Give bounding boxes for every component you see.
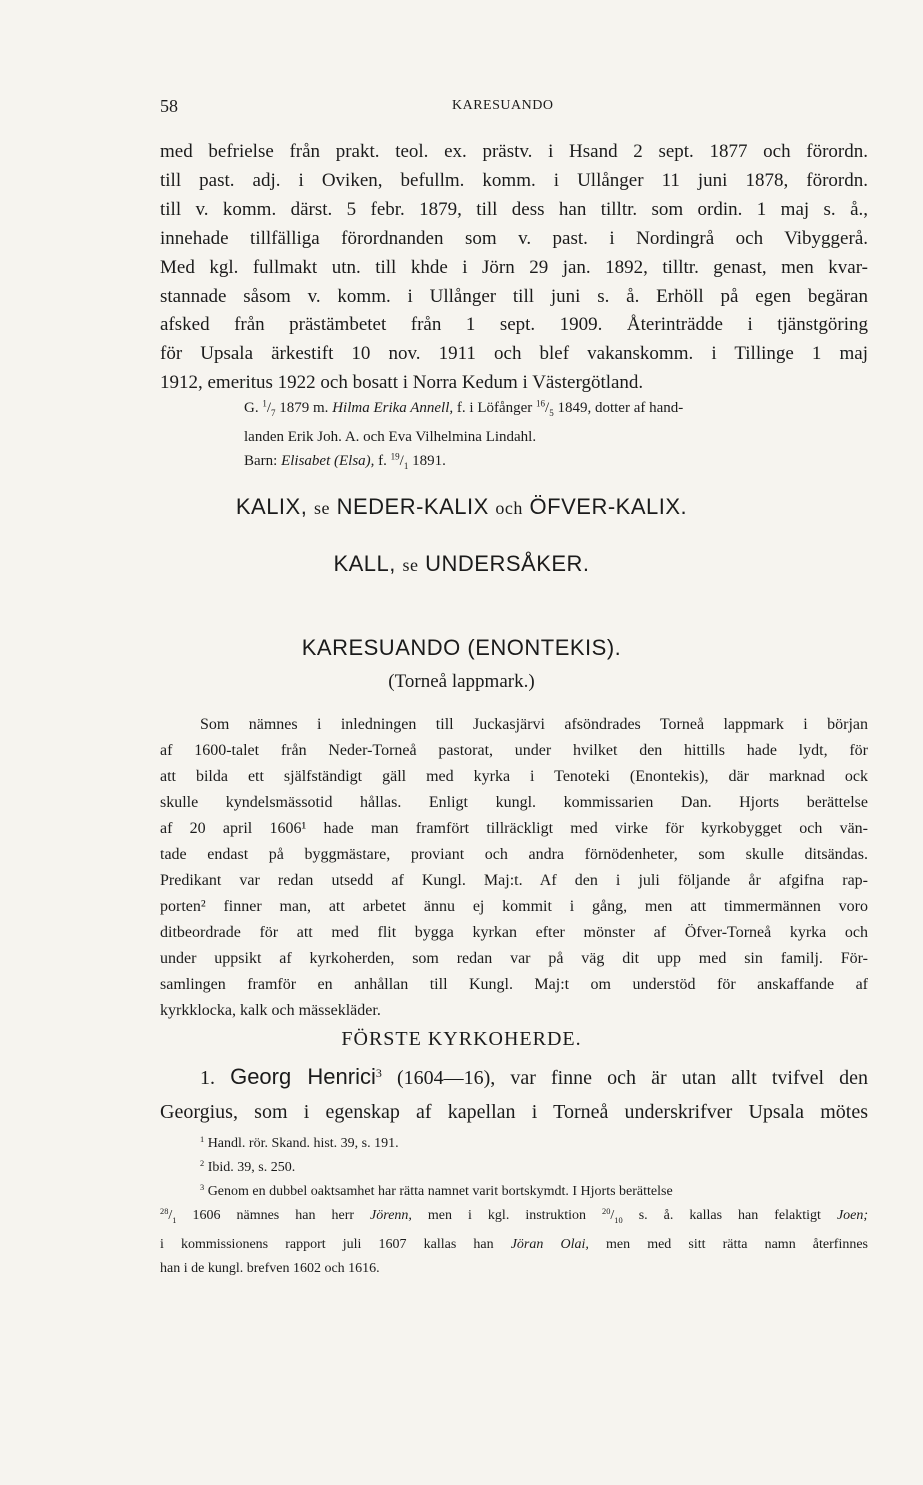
page-header <box>160 96 800 118</box>
family-info <box>160 396 868 478</box>
footnote-3-line-2: $^{28}/_1$ 1606 nämnes han herr Jörenn, men i kgl. instruktion $^{20}/_{10}$ s. å. kallas han felaktigt Joen; <box>160 1206 869 1225</box>
footnote-1: $^1$ Handl. rör. Skand. hist. 39, s. 191. <box>200 1134 399 1151</box>
text-line: innehade tillfälliga förordnanden som v. past. i Nordingrå och Vibyggerå. <box>160 227 868 249</box>
text-line: med befrielse från prakt. teol. ex. prästv. i Hsand 2 sept. 1877 och förordn. <box>160 141 868 162</box>
page-number: 58 <box>160 96 178 116</box>
section-title: FÖRSTE KYRKOHERDE. <box>341 1028 582 1050</box>
footnote-3-line-3: i kommissionens rapport juli 1607 kallas han Jöran Olai, men med sitt rätta namn återfinnes <box>160 1236 868 1252</box>
wife-name: Hilma Erika Annell, <box>332 400 454 416</box>
footnote-3-line-4: han i de kungl. brefven 1602 och 1616. <box>160 1260 380 1276</box>
running-title: KARESUANDO <box>452 98 554 113</box>
previous-entry-text <box>160 138 868 398</box>
text-line: att bilda ett själfständigt gäll med kyrka i Tenoteki (Enontekis), där marknad ock <box>160 768 868 785</box>
text-line: afsked från prästämbetet från 1 sept. 1909. Återinträdde i tjänstgöring <box>160 314 868 336</box>
text-line: Som nämnes i inledningen till Juckasjärvi afsöndrades Torneå lappmark i början <box>200 716 868 733</box>
text-line: 1912, emeritus 1922 och bosatt i Norra Kedum i Västergötland. <box>160 372 644 394</box>
text-line: stannade såsom v. komm. i Ullånger till juni s. å. Erhöll på egen begäran <box>160 285 868 307</box>
parish-subheading: (Torneå lappmark.) <box>388 671 535 692</box>
footnote-3: $^3$ Genom en dubbel oaktsamhet har rätta namnet varit bortskymdt. I Hjorts berättelse <box>200 1182 673 1199</box>
footnotes <box>160 1132 868 1281</box>
text-line: skulle kyndelsmässotid hållas. Enligt kungl. kommissarien Dan. Hjorts berättelse <box>160 794 868 811</box>
entry-line-1: 1. Georg Henrici$^3$ (1604—16), var finne och är utan allt tvifvel den <box>200 1064 868 1089</box>
children-line: Barn: Elisabet (Elsa), f. $^{19}/_1$ 1891. <box>244 451 446 471</box>
parish-intro <box>160 712 868 1024</box>
text-line: kyrkklocka, kalk och mässekläder. <box>160 1002 381 1019</box>
text-line: tade endast på byggmästare, proviant och andra förnödenheter, som skulle ditsändas. <box>160 846 868 863</box>
cross-reference-kall: KALL, se UNDERSÅKER. <box>333 551 590 576</box>
text-line: samlingen framför en anhållan till Kungl. Maj:t om understöd för anskaffande af <box>160 976 868 993</box>
person-name: Georg Henrici <box>230 1064 376 1089</box>
child-name: Elisabet (Elsa), <box>281 453 375 469</box>
text-line: ditbeordrade för att med flit bygga kyrkan efter mönster af Öfver-Torneå kyrka och <box>160 924 868 941</box>
text-line: till v. komm. därst. 5 febr. 1879, till dess han tilltr. som ordin. 1 maj s. å., <box>160 198 868 220</box>
text-line: Predikant var redan utsedd af Kungl. Maj:t. Af den i juli följande år afgifna rap- <box>160 872 868 889</box>
marriage-line: G. $^1/_7$ 1879 m. Hilma Erika Annell, f. i Löfånger $^{16}/_5$ 1849, dotter af hand- <box>244 398 684 418</box>
text-line: af 1600-talet från Neder-Torneå pastorat, under hvilket den hittills hade lydt, för <box>160 742 868 759</box>
text-line: Med kgl. fullmakt utn. till khde i Jörn 29 jan. 1892, tilltr. genast, men kvar- <box>160 256 868 278</box>
text-line: för Upsala ärkestift 10 nov. 1911 och blef vakanskomm. i Tillinge 1 maj <box>160 343 868 365</box>
text-line: af 20 april 1606¹ hade man framfört tillräckligt med virke för kyrkobygget och vän- <box>160 820 868 837</box>
text-line: till past. adj. i Oviken, befullm. komm. i Ullånger 11 juni 1878, förordn. <box>160 169 868 191</box>
entry-line-2: Georgius, som i egenskap af kapellan i Torneå underskrifver Upsala mötes <box>160 1101 868 1123</box>
footnote-2: $^2$ Ibid. 39, s. 250. <box>200 1158 296 1175</box>
cross-reference-kalix: KALIX, se NEDER-KALIX och ÖFVER-KALIX. <box>235 494 688 519</box>
marriage-line-2: landen Erik Joh. A. och Eva Vilhelmina Lindahl. <box>244 429 537 445</box>
text-line: under uppsikt af kyrkoherden, som redan var på väg dit upp med sin familj. För- <box>160 950 868 967</box>
kyrkoherde-entry <box>160 1060 868 1129</box>
parish-heading: KARESUANDO (ENONTEKIS). <box>301 635 622 660</box>
text-line: porten² finner man, att arbetet ännu ej kommit i gång, men att timmermännen voro <box>160 898 868 915</box>
